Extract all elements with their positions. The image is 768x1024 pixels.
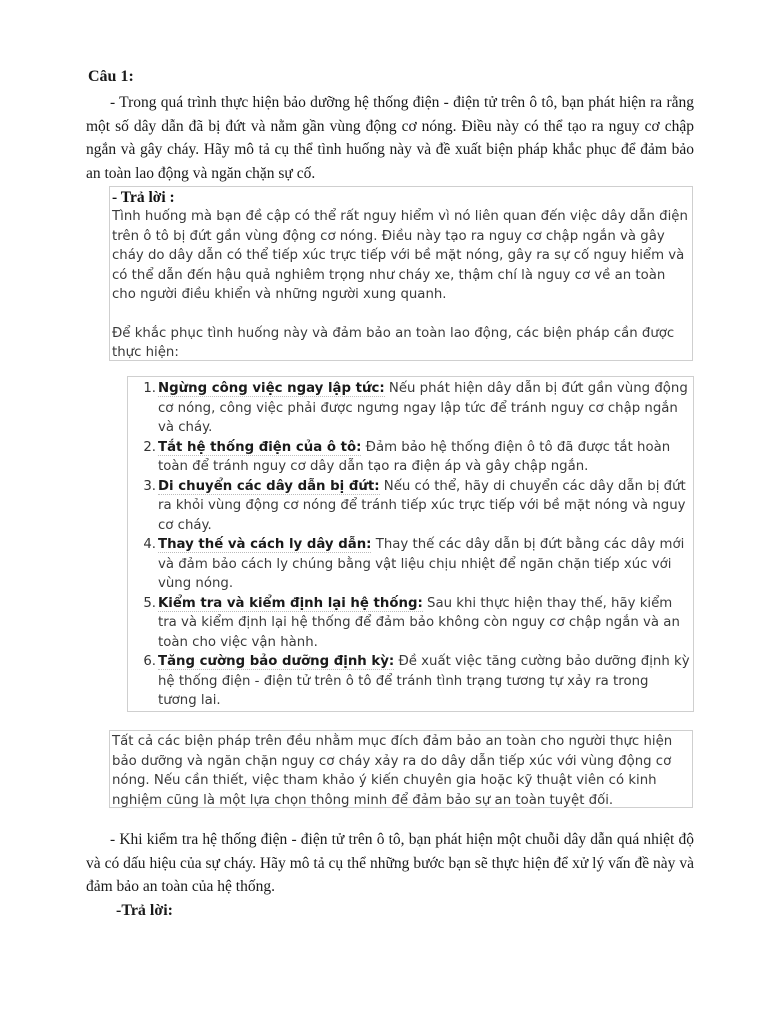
answer-2-label: -Trả lời: bbox=[116, 902, 173, 919]
measure-number: 1. bbox=[143, 381, 156, 396]
measure-item bbox=[128, 379, 691, 438]
measure-item bbox=[128, 438, 691, 477]
measure-description: Thay thế các dây dẫn bị đứt bằng các dây mới và đảm bảo cách ly chúng bằng vật liệu chịu nhiệt để ngăn chặn tiếp xúc với vùng nóng. bbox=[158, 537, 685, 591]
measure-term: Ngừng công việc ngay lập tức: bbox=[158, 381, 385, 396]
measure-body bbox=[158, 652, 691, 711]
measure-body bbox=[158, 477, 691, 536]
conclusion-box bbox=[109, 730, 693, 808]
answer-1-paragraph-1: Tình huống mà bạn đề cập có thể rất nguy hiểm vì nó liên quan đến việc dây dẫn điện trên ô tô bị đứt gần vùng động cơ nóng. Điều này tạo ra nguy cơ chập ngắn và gây cháy do dây dẫn có thể tiếp xúc trực tiếp với bề mặt nóng, gây ra sự cố nguy hiểm và có thể dẫn đến hậu quả nghiêm trọng như cháy xe, thậm chí là nguy cơ về an toàn cho người điều khiển và những người xung quanh. bbox=[112, 209, 688, 302]
measure-body bbox=[158, 438, 691, 477]
measure-item bbox=[128, 594, 691, 653]
question-heading: Câu 1: bbox=[88, 68, 134, 85]
measure-description: Nếu phát hiện dây dẫn bị đứt gần vùng động cơ nóng, công việc phải được ngưng ngay lập tức để tránh nguy cơ chập ngắn và cháy. bbox=[158, 381, 688, 435]
paragraph-gap bbox=[112, 305, 690, 324]
measure-description: Đảm bảo hệ thống điện ô tô đã được tắt hoàn toàn để tránh nguy cơ dây dẫn tạo ra điện áp và gây chập ngắn. bbox=[158, 439, 671, 474]
question-1-text: - Trong quá trình thực hiện bảo dưỡng hệ thống điện - điện tử trên ô tô, bạn phát hiện ra rằng một số dây dẫn đã bị đứt và nằm gần vùng động cơ nóng. Điều này có thể tạo ra nguy cơ chập ngắn và gây cháy. Hãy mô tả cụ thể tình huống này và đề xuất biện pháp khắc phục để đảm bảo an toàn lao động và ngăn chặn sự cố. bbox=[86, 94, 694, 182]
measure-item bbox=[128, 652, 691, 711]
measure-term: Tăng cường bảo dưỡng định kỳ: bbox=[158, 654, 395, 669]
measure-term: Thay thế và cách ly dây dẫn: bbox=[158, 537, 372, 552]
measure-body bbox=[158, 379, 691, 438]
measure-body bbox=[158, 594, 691, 653]
measure-term: Tắt hệ thống điện của ô tô: bbox=[158, 439, 362, 455]
answer-1-paragraph-2: Để khắc phục tình huống này và đảm bảo an toàn lao động, các biện pháp cần được thực hiện: bbox=[112, 325, 675, 360]
measure-number: 2. bbox=[143, 439, 156, 455]
answer-1-box bbox=[109, 186, 693, 361]
measure-term: Di chuyển các dây dẫn bị đứt: bbox=[158, 478, 380, 494]
measure-number: 3. bbox=[143, 478, 156, 494]
conclusion-text: Tất cả các biện pháp trên đều nhằm mục đích đảm bảo an toàn cho người thực hiện bảo dưỡng và ngăn chặn nguy cơ cháy xảy ra do dây dẫn tiếp xúc với vùng động cơ nóng. Nếu cần thiết, việc tham khảo ý kiến chuyên gia hoặc kỹ thuật viên có kinh nghiệm cũng là một lựa chọn thông minh để đảm bảo sự an toàn tuyệt đối. bbox=[112, 734, 673, 808]
measure-description: Nếu có thể, hãy di chuyển các dây dẫn bị đứt ra khỏi vùng động cơ nóng để tránh tiếp xúc trực tiếp với bề mặt nóng và nguy cơ cháy. bbox=[158, 478, 686, 533]
measure-description: Sau khi thực hiện thay thế, hãy kiểm tra và kiểm định lại hệ thống để đảm bảo không còn nguy cơ chập ngắn và an toàn cho việc vận hành. bbox=[158, 595, 680, 650]
measure-number: 5. bbox=[143, 595, 156, 611]
answer-1-label: - Trả lời : bbox=[112, 189, 175, 206]
measure-item bbox=[128, 535, 691, 594]
measure-body bbox=[158, 535, 691, 594]
measures-list bbox=[127, 376, 694, 712]
measure-number: 4. bbox=[143, 537, 156, 552]
measure-description: Đề xuất việc tăng cường bảo dưỡng định kỳ hệ thống điện - điện tử trên ô tô để tránh tình trạng tương tự xảy ra trong tương lai. bbox=[158, 654, 690, 708]
measure-item bbox=[128, 477, 691, 536]
measure-number: 6. bbox=[143, 654, 156, 669]
question-2-text: - Khi kiểm tra hệ thống điện - điện tử trên ô tô, bạn phát hiện một chuỗi dây dẫn quá nhiệt độ và có dấu hiệu của sự cháy. Hãy mô tả cụ thể những bước bạn sẽ thực hiện để xử lý vấn đề này và đảm bảo an toàn của hệ thống. bbox=[86, 831, 694, 896]
measure-term: Kiểm tra và kiểm định lại hệ thống: bbox=[158, 595, 423, 611]
